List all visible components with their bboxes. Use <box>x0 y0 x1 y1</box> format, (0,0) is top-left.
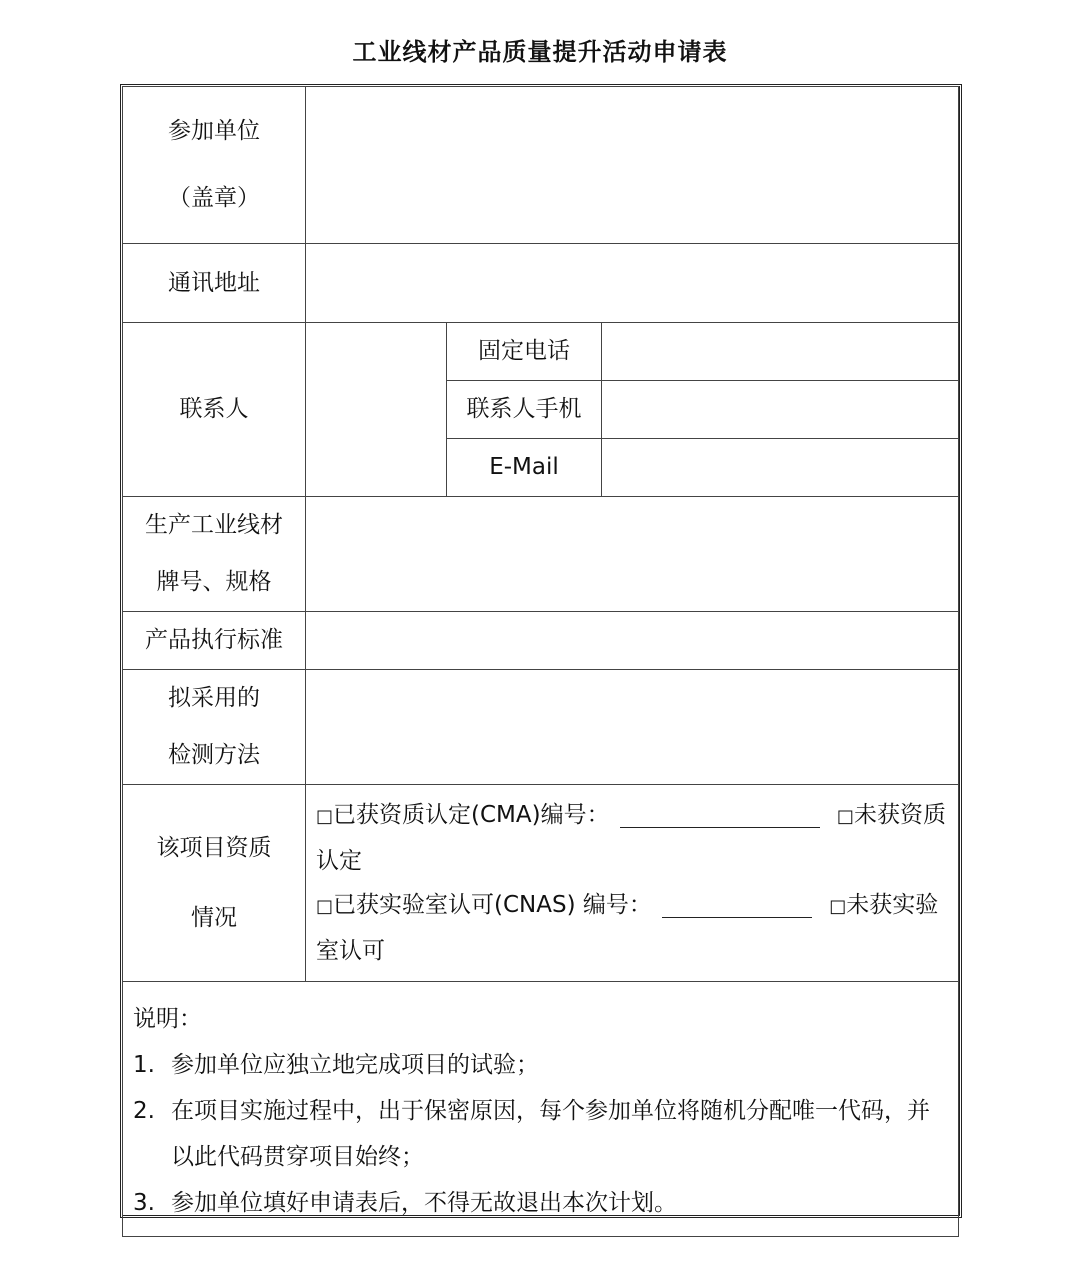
standard-label: 产品执行标准 <box>123 612 306 670</box>
spec-label: 牌号、规格 <box>156 569 272 595</box>
note-item-2 <box>133 1088 948 1180</box>
address-input[interactable] <box>306 244 959 323</box>
mobile-input[interactable] <box>602 381 959 439</box>
unit-input[interactable] <box>306 87 959 244</box>
fixed-phone-input[interactable] <box>602 323 959 381</box>
standard-input[interactable] <box>306 612 959 670</box>
fixed-phone-label: 固定电话 <box>447 323 602 381</box>
product-input[interactable] <box>306 497 959 612</box>
method-label: 拟采用的 <box>168 685 260 711</box>
contact-input[interactable] <box>306 323 447 497</box>
address-label: 通讯地址 <box>123 244 306 323</box>
cnas-option <box>316 883 950 973</box>
cnas-no-text: 未获实验室认可 <box>316 892 939 964</box>
row-address <box>123 244 959 323</box>
row-contact-phone <box>123 323 959 381</box>
note-text: 在项目实施过程中，出于保密原因，每个参加单位将随机分配唯一代码，并以此代码贯穿项目始终； <box>171 1098 930 1170</box>
note-item-3 <box>133 1180 948 1226</box>
method-label-2: 检测方法 <box>168 742 260 768</box>
cnas-checkbox[interactable]: □ <box>316 896 334 917</box>
note-text: 参加单位填好申请表后，不得无故退出本次计划。 <box>171 1190 677 1216</box>
row-qualification <box>123 785 959 982</box>
cnas-text: 已获实验室认可(CNAS) 编号： <box>333 892 652 918</box>
cma-checkbox[interactable]: □ <box>316 806 334 827</box>
cma-no-text: 未获资质认定 <box>316 802 946 874</box>
row-product <box>123 497 959 612</box>
seal-label: （盖章） <box>168 185 260 211</box>
note-text: 参加单位应独立地完成项目的试验； <box>171 1052 539 1078</box>
notes-list <box>133 1042 948 1226</box>
cnas-no-checkbox[interactable]: □ <box>829 896 847 917</box>
form-title: 工业线材产品质量提升活动申请表 <box>352 38 728 66</box>
cma-option <box>316 793 950 883</box>
product-label: 生产工业线材 <box>145 512 283 538</box>
application-form-table <box>122 86 959 1237</box>
unit-label: 参加单位 <box>168 118 260 144</box>
cnas-number-field[interactable] <box>662 893 812 918</box>
row-unit <box>123 87 959 244</box>
method-input[interactable] <box>306 670 959 785</box>
email-label: E-Mail <box>447 439 602 497</box>
row-method <box>123 670 959 785</box>
row-standard <box>123 612 959 670</box>
note-number: 3. <box>133 1190 155 1216</box>
unit-label-cell <box>123 87 306 244</box>
qualification-label-2: 情况 <box>191 905 237 931</box>
cma-no-checkbox[interactable]: □ <box>836 806 854 827</box>
note-number: 1. <box>133 1052 155 1078</box>
note-item-1 <box>133 1042 948 1088</box>
row-notes <box>123 982 959 1237</box>
contact-label: 联系人 <box>123 323 306 497</box>
notes-heading: 说明： <box>133 1006 202 1032</box>
cma-text: 已获资质认定(CMA)编号： <box>333 802 610 828</box>
product-label-cell <box>123 497 306 612</box>
mobile-label: 联系人手机 <box>447 381 602 439</box>
notes-cell <box>123 982 959 1237</box>
email-input[interactable] <box>602 439 959 497</box>
qualification-options <box>306 785 959 982</box>
note-number: 2. <box>133 1098 155 1124</box>
cma-number-field[interactable] <box>620 803 820 828</box>
qualification-label-cell <box>123 785 306 982</box>
method-label-cell <box>123 670 306 785</box>
qualification-label: 该项目资质 <box>156 835 272 861</box>
